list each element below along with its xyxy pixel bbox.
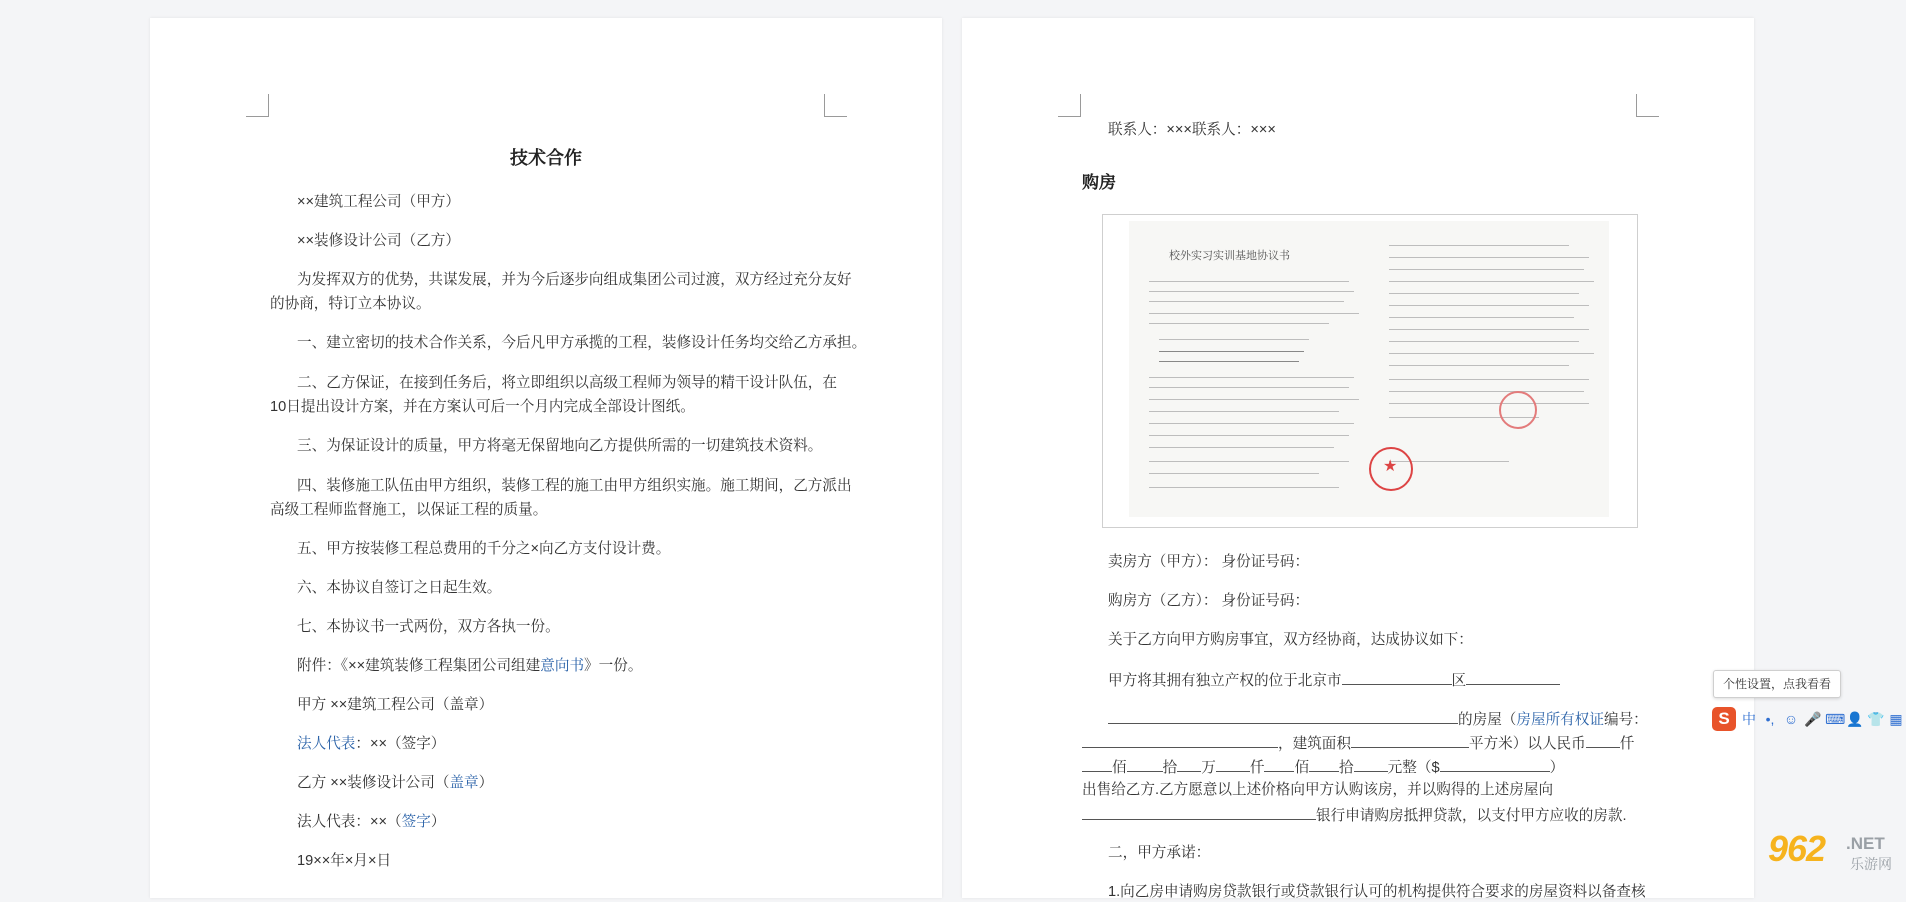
seller-line: 卖房方（甲方）： 身份证号码： (1108, 554, 1310, 570)
signature-link[interactable]: 签字 (401, 814, 431, 830)
legal-rep-text: ） (430, 814, 446, 830)
paragraph: ××建筑工程公司（甲方） (297, 194, 460, 210)
paragraph: 为发挥双方的优势，共谋发展，并为今后逐步向组成集团公司过渡，双方经过充分友好 (297, 272, 852, 288)
legal-rep-text: ：××（签字） (355, 736, 446, 752)
sale-line: 出售给乙方.乙方愿意以上述价格向甲方认购该房，并以购得的上述房屋向 (1082, 782, 1554, 798)
ime-settings-tooltip: 个性设置，点我看看 (1713, 670, 1841, 698)
unit-text: 元整（$ (1387, 760, 1440, 776)
red-seal-stamp (1499, 391, 1537, 429)
cert-number-blank[interactable] (1082, 732, 1278, 748)
paragraph: 高级工程师监督施工，以保证工程的质量。 (270, 502, 548, 518)
property-cert-link[interactable]: 房屋所有权证 (1516, 712, 1604, 728)
address-blank[interactable] (1466, 669, 1560, 685)
amount-blank[interactable] (1082, 756, 1112, 772)
district-text: 区 (1451, 673, 1467, 689)
margin-mark-top-right (824, 94, 847, 117)
amount-blank[interactable] (1216, 756, 1250, 772)
seal-link[interactable]: 盖章 (449, 775, 479, 791)
unit-text: 仟 (1249, 760, 1265, 776)
unit-text: 拾 (1339, 760, 1354, 776)
thousand-text: 仟 (1619, 736, 1635, 752)
paragraph: 一、建立密切的技术合作关系，今后凡甲方承揽的工程，装修设计任务均交给乙方承担。 (297, 335, 867, 351)
attachment-line (297, 656, 642, 676)
paragraph: 甲方 ××建筑工程公司（盖章） (297, 697, 494, 713)
paragraph: 七、本协议书一式两份，双方各执一份。 (297, 619, 560, 635)
skin-icon[interactable]: 👕 (1867, 711, 1885, 727)
legal-rep-text: 法人代表：××（ (297, 814, 402, 830)
document-page-right (962, 18, 1754, 898)
voice-input-icon[interactable]: 🎤 (1804, 711, 1822, 727)
buyer-line: 购房方（乙方）： 身份证号码： (1108, 593, 1310, 609)
red-seal-stamp: ★ (1369, 447, 1413, 491)
unit-text: 拾 (1162, 760, 1178, 776)
area-price-line (1082, 732, 1634, 754)
party-b-line (297, 773, 493, 793)
location-text: 甲方将其拥有独立产权的位于北京市 (1108, 673, 1342, 689)
price-breakdown-line (1082, 756, 1564, 778)
document-page-left (150, 18, 942, 898)
amount-blank[interactable] (1127, 756, 1163, 772)
price-text: 平方米）以人民币 (1468, 736, 1586, 752)
user-icon[interactable]: 👤 (1846, 711, 1864, 727)
page-title: 技术合作 (510, 148, 582, 168)
amount-blank[interactable] (1177, 756, 1201, 772)
margin-mark-top-left (1058, 94, 1081, 117)
legal-rep-line-b (297, 812, 445, 832)
amount-blank[interactable] (1309, 756, 1339, 772)
area-text: ，建筑面积 (1278, 736, 1351, 752)
margin-mark-top-left (246, 94, 269, 117)
paragraph: ××装修设计公司（乙方） (297, 233, 460, 249)
section-heading: 购房 (1082, 173, 1116, 192)
ime-toolbar (1712, 707, 1906, 731)
attachment-text: 附件：《××建筑装修工程集团公司组建 (297, 658, 541, 674)
unit-text: 万 (1201, 760, 1216, 776)
paragraph: 的协商，特订立本协议。 (270, 296, 431, 312)
site-watermark-logo (1768, 828, 1898, 876)
dollar-blank[interactable] (1440, 756, 1550, 772)
unit-text: ） (1549, 760, 1565, 776)
chinese-mode-button[interactable]: 中 (1742, 711, 1756, 727)
house-blank[interactable] (1108, 708, 1458, 724)
price-thousand-blank[interactable] (1586, 732, 1620, 748)
unit-text: 佰 (1294, 760, 1310, 776)
legal-rep-line (297, 734, 445, 754)
amount-blank[interactable] (1264, 756, 1294, 772)
district-blank[interactable] (1342, 669, 1452, 685)
keyboard-icon[interactable]: ⌨ (1825, 711, 1846, 727)
property-cert-line (1108, 708, 1648, 730)
punctuation-button[interactable]: •, (1765, 711, 1775, 727)
legal-representative-link[interactable]: 法人代表 (297, 736, 356, 752)
bank-line (1082, 804, 1627, 826)
scanned-document-title: 校外实习实训基地协议书 (1169, 250, 1290, 262)
amount-blank[interactable] (1354, 756, 1388, 772)
bank-text: 银行申请购房抵押贷款，以支付甲方应收的房款. (1316, 808, 1627, 824)
area-blank[interactable] (1351, 732, 1469, 748)
house-text: 的房屋（ (1458, 712, 1517, 728)
watermark-site-name: 乐游网 (1850, 856, 1892, 872)
scanned-document (1129, 221, 1609, 517)
sogou-logo-icon[interactable]: S (1712, 707, 1736, 731)
unit-text: 佰 (1112, 760, 1127, 776)
attachment-text: 》一份。 (584, 658, 643, 674)
section-2-item-1: 1.向乙房申请购房贷款银行或贷款银行认可的机构提供符合要求的房屋资料以备查核 (1108, 884, 1646, 900)
bank-blank[interactable] (1082, 804, 1316, 820)
margin-mark-top-right (1636, 94, 1659, 117)
paragraph: 二、乙方保证，在接到任务后，将立即组织以高级工程师为领导的精干设计队伍，在 (297, 375, 837, 391)
paragraph: 10日提出设计方案，并在方案认可后一个月内完成全部设计图纸。 (270, 399, 695, 415)
emoji-icon[interactable]: ☺ (1783, 711, 1799, 727)
cert-text: 编号： (1603, 712, 1648, 728)
watermark-domain: .NET (1846, 834, 1885, 853)
paragraph: 四、装修施工队伍由甲方组织，装修工程的施工由甲方组织实施。施工期间，乙方派出 (297, 478, 852, 494)
date-line: 19××年×月×日 (297, 853, 392, 869)
section-2-heading: 二，甲方承诺： (1108, 845, 1211, 861)
toolbox-icon[interactable]: ▦ (1889, 711, 1903, 727)
embedded-agreement-image[interactable] (1102, 214, 1638, 528)
watermark-number: 962 (1768, 828, 1826, 869)
paragraph: 三、为保证设计的质量，甲方将毫无保留地向乙方提供所需的一切建筑技术资料。 (297, 438, 823, 454)
paragraph: 五、甲方按装修工程总费用的千分之×向乙方支付设计费。 (297, 541, 671, 557)
party-b-text: 乙方 ××装修设计公司（ (297, 775, 450, 791)
contacts-line: 联系人：×××联系人：××× (1108, 122, 1276, 138)
party-b-text: ） (478, 775, 494, 791)
property-location-line (1108, 669, 1560, 691)
intro-line: 关于乙方向甲方购房事宜，双方经协商，达成协议如下： (1108, 632, 1473, 648)
paragraph: 六、本协议自签订之日起生效。 (297, 580, 502, 596)
intent-letter-link[interactable]: 意向书 (540, 658, 585, 674)
